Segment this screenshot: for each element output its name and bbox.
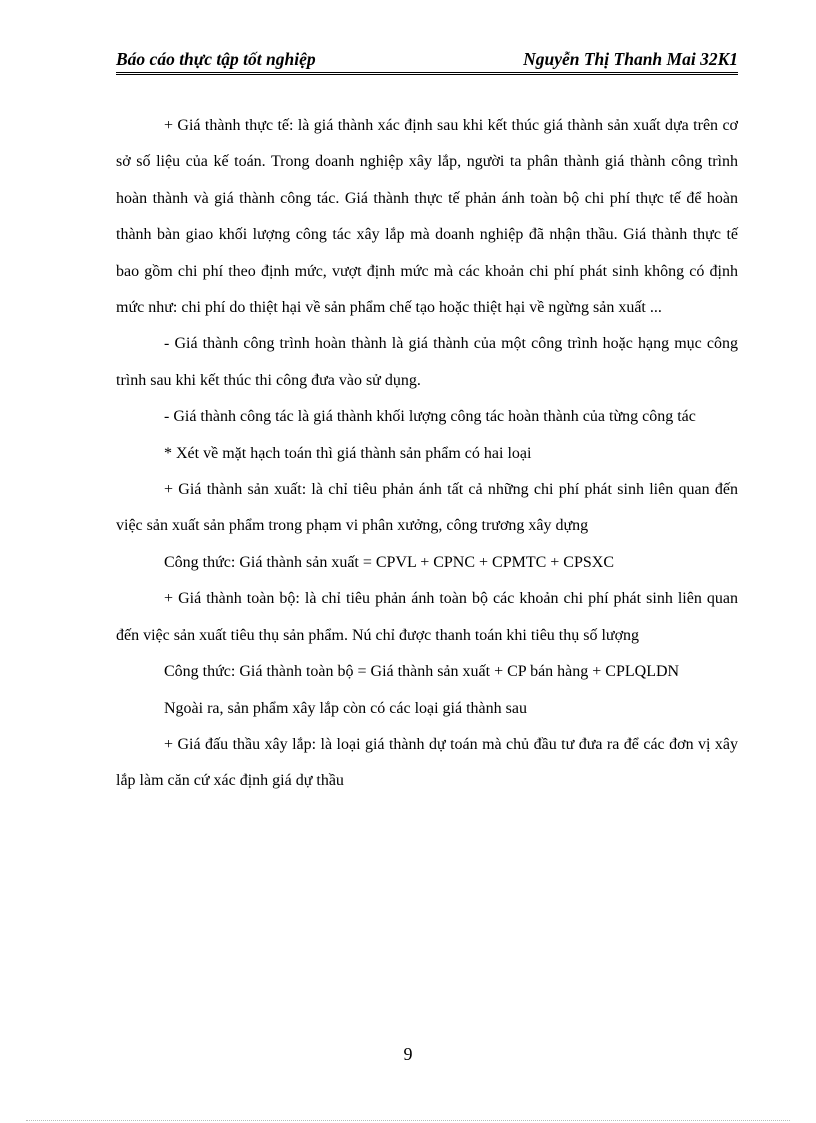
body-text (116, 108, 738, 800)
header-report-title: Báo cáo thực tập tốt nghiệp (116, 49, 316, 69)
header-author-name: Nguyễn Thị Thanh Mai 32K1 (523, 49, 738, 69)
footer-divider (26, 1120, 790, 1121)
paragraph-total-cost: + Giá thành toàn bộ: là chỉ tiêu phản ánh toàn bộ các khoản chi phí phát sinh liên quan đến việc sản xuất tiêu thụ sản phẩm. Nú chỉ được thanh toán khi tiêu thụ số lượng (116, 590, 738, 644)
paragraph-work-cost: - Giá thành công tác là giá thành khối lượng công tác hoàn thành của từng công tác (164, 408, 696, 426)
paragraph-accounting-types: * Xét về mặt hạch toán thì giá thành sản phẩm có hai loại (164, 444, 532, 462)
paragraph-production-cost-formula: Công thức: Giá thành sản xuất = CPVL + CPNC + CPMTC + CPSXC (164, 553, 614, 571)
paragraph-bid-price: + Giá đấu thầu xây lắp: là loại giá thành dự toán mà chủ đầu tư đưa ra để các đơn vị xây lắp làm căn cứ xác định giá dự thầu (116, 735, 738, 790)
paragraph-other-types: Ngoài ra, sản phẩm xây lắp còn có các loại giá thành sau (164, 699, 527, 717)
paragraph-total-cost-formula: Công thức: Giá thành toàn bộ = Giá thành sản xuất + CP bán hàng + CPLQLDN (164, 663, 680, 681)
paragraph-actual-cost: + Giá thành thực tế: là giá thành xác định sau khi kết thúc giá thành sản xuất dựa trên cơ sở số liệu của kế toán. Trong doanh nghiệp xây lắp, người ta phân thành giá thành công trình hoàn thành và giá thành công tác. Giá thành thực tế phản ánh toàn bộ chi phí thực tế để hoàn thành bàn giao khối lượng công tác xây lắp mà doanh nghiệp đã nhận thầu. Giá thành thực tế bao gồm chi phí theo định mức, vượt định mức mà các khoản chi phí phát sinh không có định mức như: chi phí do thiệt hại về sản phẩm chế tạo hoặc thiệt hại về ngừng sản xuất ... (116, 117, 738, 317)
paragraph-production-cost: + Giá thành sản xuất: là chỉ tiêu phản ánh tất cả những chi phí phát sinh liên quan đến việc sản xuất sản phẩm trong phạm vi phân xưởng, công trương xây dựng (116, 481, 738, 535)
paragraph-completed-project-cost: - Giá thành công trình hoàn thành là giá thành của một công trình hoặc hạng mục công trình sau khi kết thúc thi công đưa vào sử dụng. (116, 335, 738, 389)
page-header (116, 46, 738, 75)
page-number: 9 (403, 1044, 413, 1064)
